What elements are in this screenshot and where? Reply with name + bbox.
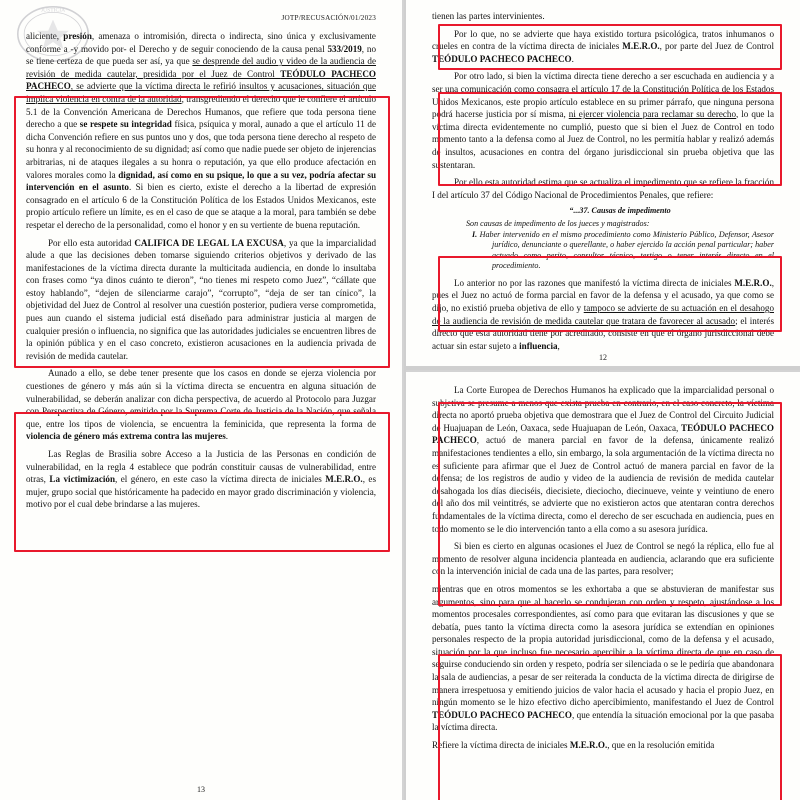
document-page-top-right <box>406 0 800 366</box>
paragraph-br-1: La Corte Europea de Derechos Humanos ha explicado que la imparcialidad personal o subjetiva se presume a menos que exista prueba en contrario, en el caso concreto, la víctima directa no aportó prueba objetiva que demostrara que el Juez de Control del Circuito Judicial de Huajuapan de León, Oaxaca, sede Huajuapan de León, Oaxaca, TEÓDULO PACHECO PACHECO, actuó de manera parcial en favor de la defensa, únicamente realizó manifestaciones tendientes a ello, sin embargo, la sola argumentación de la víctima directa no es suficiente para afirmar que el Juez de Control actuó de manera parcial en favor de la defensa; de los registros de audio y video de la audiencia de revisión de medida cautelar desahogada los días dieciséis, diecisiete, dieciocho, diecinueve, veinte y veintiuno de enero del año dos mil veintitrés, se advierte que no existieron actos que atentaran contra derechos fundamentales de la víctima directa, como el derecho de ser escuchada en audiencia, pues en todo momento se le dio intervención tanto a ella como a su asesora jurídica. <box>432 385 775 534</box>
paragraph-tr-4: Por ello esta autoridad estima que se actualiza el impedimento que se refiere la fracción I del artículo 37 del Código Nacional de Procedimientos Penales, que refiere: <box>432 177 774 200</box>
quote-item-text: Haber intervenido en el mismo procedimiento como Ministerio Público, Defensor, Asesor jurídico, denunciante o querellante, o haber ejercido la acción penal particular; haber actuado como perito, consultor técnico, testigo o tener interés directo en el procedimiento. <box>479 229 774 271</box>
paragraph-left-3: Aunado a ello, se debe tener presente que los casos en donde se ejerza violencia por cuestiones de género y más aún si la víctima directa se encuentra en alguna situación de vulnerabilidad, se deberán analizar con dicha perspectiva, de acuerdo al Protocolo para Juzgar con Perspectiva de Género, emitido por la Suprema Corte de Justicia de la Nación, que señala que, entre los tipos de violencia, se encuentra la feminicida, que representa la forma de violencia de género más extrema contra las mujeres. <box>26 368 376 442</box>
paragraph-tr-1: tienen las partes intervinientes. <box>432 11 545 21</box>
page-number-top-right: 12 <box>599 353 607 362</box>
quote-title: “...37. Causas de impedimento <box>569 206 671 216</box>
document-page-bottom-right <box>406 370 800 800</box>
page-surface-bottom-right <box>406 372 800 800</box>
page-surface-top-right <box>406 0 800 366</box>
paragraph-left-4: Las Reglas de Brasilia sobre Acceso a la Justicia de las Personas en condición de vulnerabilidad, en la regla 4 establece que podrán constituir causas de vulnerabilidad, entre otras, La victimización, el género, en este caso la víctima directa de iniciales M.E.R.O., es mujer, grupo social que históricamente ha padecido en mayor grado discriminación y violencia, motivo por el cual debe brindarse a las mujeres. <box>26 449 376 510</box>
paragraph-tr-2: Por lo que, no se advierte que haya existido tortura psicológica, tratos inhumanos o crueles en contra de la víctima directa de iniciales M.E.R.O., por parte del Juez de Control TEÓDULO PACHECO PACHECO. <box>432 28 774 64</box>
legal-quote-article-37 <box>466 206 774 272</box>
paragraph-br-4: Refiere la víctima directa de iniciales M.E.R.O., que en la resolución emitida <box>432 740 715 751</box>
svg-text:JUSTICIA: JUSTICIA <box>40 7 66 14</box>
paragraph-left-2: Por ello esta autoridad CALIFICA DE LEGAL LA EXCUSA, ya que la imparcialidad alude a que las decisiones deben tomarse siguiendo criterios objetivos y derivado de las manifestaciones de la víctima directa durante la multicitada audiencia, en donde lo insultaba con frases como “ya dinos cuánto te dieron”, “no tienes mi respeto como Juez”, “cállate que estoy hablando”, “dejen de silenciarme carajo”, “corrupto”, “deja de ser tan cínico”, la objetividad del Juez de Control al resolver una cuestión posterior, pudiera verse comprometida, pues aun cuando el sistema judicial está diseñado para administrar justicia al margen de cualquier presión o influencia, no significa que las autoridades judiciales se encuentren libres de la opinión pública y en el caso concreto, existieron acusaciones en la audiencia privada de revisión de medida cautelar. <box>26 237 376 361</box>
quote-item <box>466 230 774 272</box>
paragraph-tr-5: Lo anterior no por las razones que manifestó la víctima directa de iniciales M.E.R.O., pues el Juez no actuó de forma parcial en favor de la defensa y el acusado, ya que como se dijo, no existió prueba objetiva de ello y tampoco se advierte de su actuación en el desahogo de la audiencia de revisión de medida cautelar que tratara de favorecer al acusado; el interés directo que esta autoridad tiene por acreditado, consiste en que el órgano jurisdiccional debe actuar sin estar sujeto a influencia, <box>432 277 774 351</box>
document-header-reference: JOTP/RECUSACIÓN/01/2023 <box>281 14 376 22</box>
page-number-left: 13 <box>197 785 205 794</box>
paragraph-br-3: mientras que en otros momentos se les exhortaba a que se abstuvieran de manifestar sus argumentos, sino para que al hacerlo se condujeran con orden y respeto, ajustándose a los momentos procesales correspondientes, así como para que evitaran las discusiones y que se debatía, pues tanto la víctima directa como la asesora jurídica se extendían en opiniones personales respecto de la propia autoridad jurisdiccional, como de la defensa y el acusado, situación por la que incluso fue necesario apercibir a la víctima directa de que en caso de seguirse conduciendo sin orden y respeto, podría ser silenciada o se le pediría que abandonara la sala de audiencias, a pesar de ser reiterada la conducta de la víctima directa de dirigirse de manera irrespetuosa y emitiendo juicios de valor hacia el acusado y hacia el propio Juez, en ningún momento se le hizo efectivo dicho apercibimiento, manifestando el Juez de Control TEÓDULO PACHECO PACHECO, que entendía la situación emocional por la que pasaba la víctima directa. <box>432 583 774 733</box>
paragraph-left-1: aliciente, presión, amenaza o intromisión, directa o indirecta, sino única y exclusivamente conforme a -y movido por- el Derecho y de seguir conociendo de la causa penal 533/2019, no se tiene certeza de que pueda ser así, ya que se desprende del audio y video de la audiencia de revisión de medida cautelar, presidida por el Juez de Control TEÓDULO PACHECO PACHECO, se advierte que la víctima directa le refirió insultos y acusaciones, situación que implica violencia en contra de la autoridad, transgrediendo el derecho que le confiere el artículo 5.1 de la Convención Americana de Derechos Humanos, que refiere que toda persona tiene derecho a que se respete su integridad física, psíquica y moral, aunado a que el artículo 11 de dicha Convención refiere en sus puntos uno y dos, que toda persona tiene derecho al respeto de su honra y al reconocimiento de su dignidad; así como que nadie puede ser objeto de injerencias arbitrarias, ni de ataques ilegales a su honra o reputación, ya que ello produce afectación en valores morales como la dignidad, así como en su psique, lo que a su vez, podría afectar su intervención en el asunto. Si bien es cierto, existe el derecho a la libertad de expresión consagrado en el artículo 6 de la Constitución Política de los Estados Unidos Mexicanos, este propio artículo refiere un límite, es en el caso de que se ataque a la moral, para también se debe respetar el derecho de la personalidad, como el honor y en su vertiente de buena reputación. <box>26 31 377 230</box>
paragraph-tr-3: Por otro lado, si bien la víctima directa tiene derecho a ser escuchada en audiencia y a ser una comunicación como consagra el artículo 17 de la Constitución Política de los Estados Unidos Mexicanos, este propio artículo establece en su primer párrafo, que ninguna persona podrá hacerse justicia por sí misma, ni ejercer violencia para reclamar su derecho, lo que la víctima directa evidentemente no cumplió, puesto que si bien el Juez de Control en todo momento tanto a la defensa como al Juez de Control, no les permitía hablar y realizó además de insultos, acusaciones en contra del órgano jurisdiccional sin prueba objetiva que las sustentaran. <box>432 71 774 170</box>
quote-item-number: I. <box>472 229 478 239</box>
quote-lead: Son causas de impedimento de los jueces y magistrados: <box>466 218 650 228</box>
paragraph-br-2: Si bien es cierto en algunas ocasiones el Juez de Control se negó la réplica, ello fue al momento de resolver alguna incidencia planteada en audiencia, aclarando que era suficiente con la intervención inicial de cada una de las partes, para resolver; <box>432 541 774 577</box>
